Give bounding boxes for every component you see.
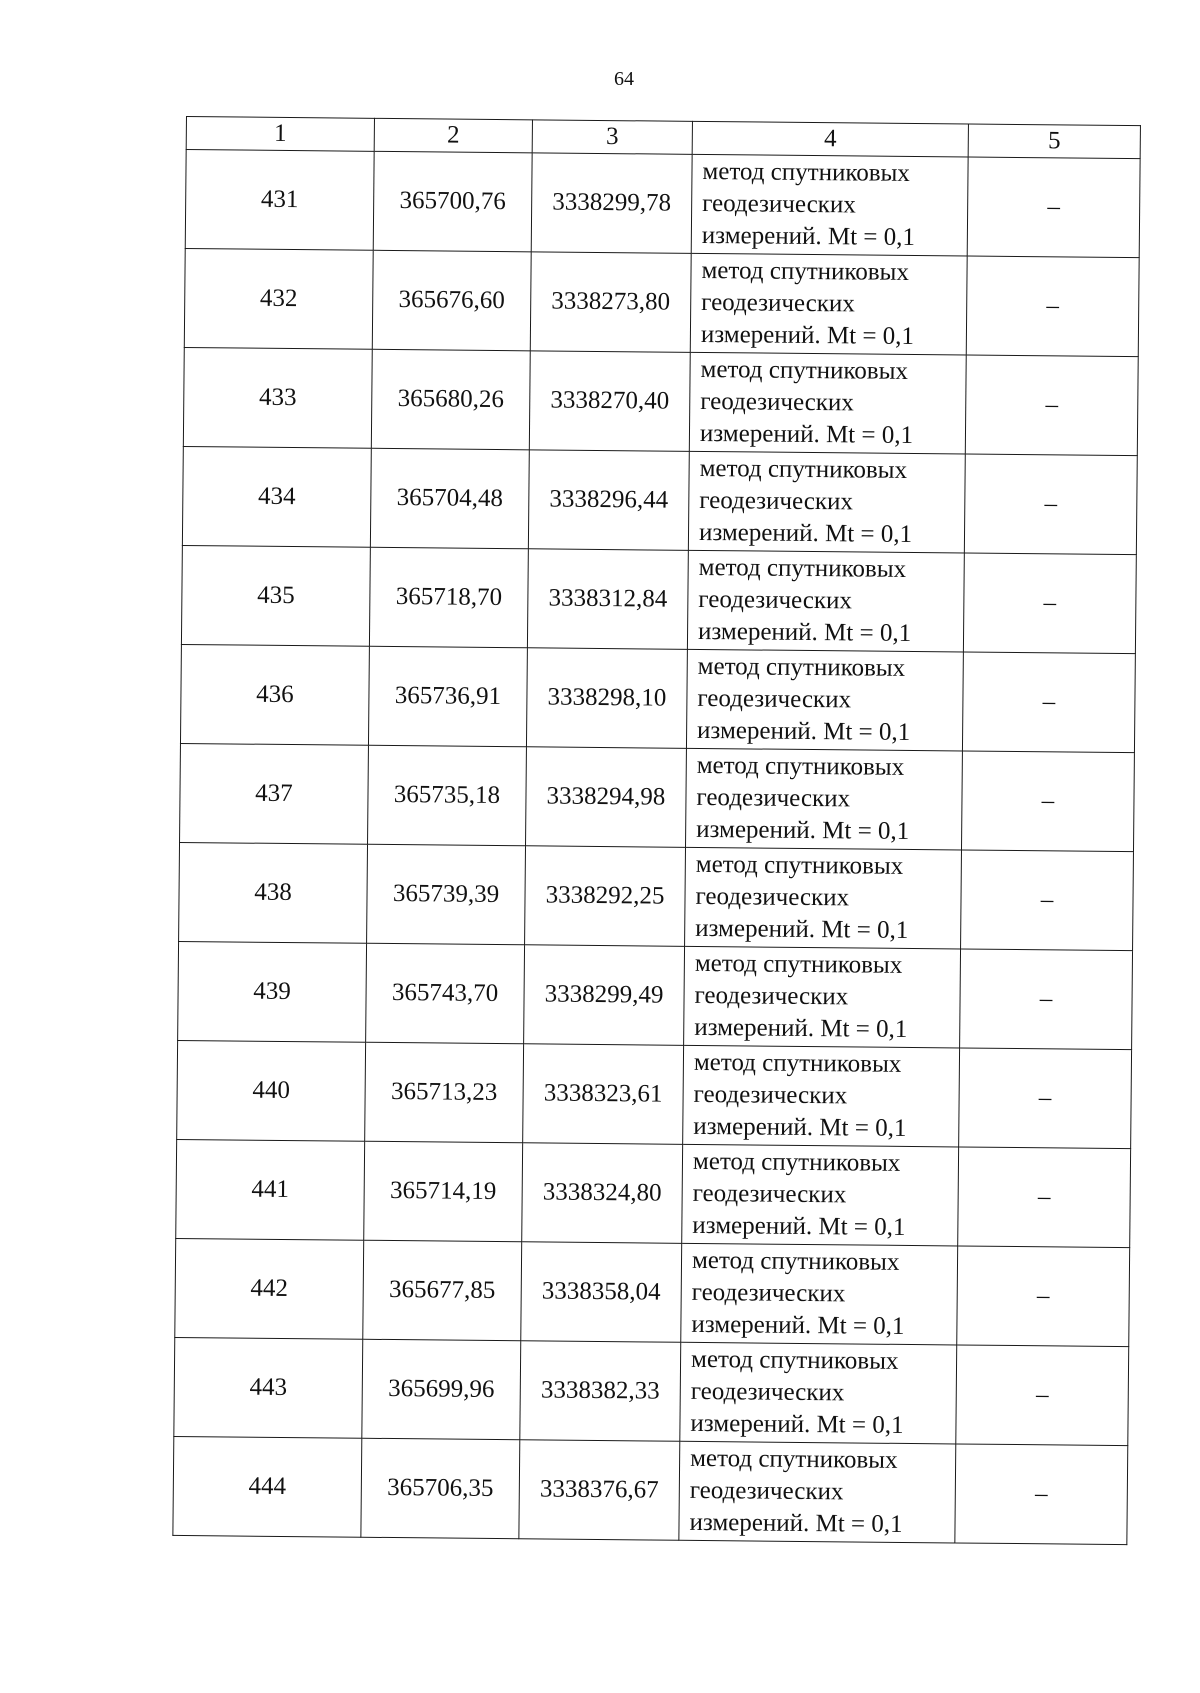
- method-cell: [681, 1243, 958, 1345]
- note-cell: –: [955, 1444, 1128, 1545]
- method-line: геодезических: [702, 189, 856, 219]
- method-line: метод спутниковых: [694, 949, 903, 979]
- y-coordinate-cell: 3338312,84: [527, 549, 688, 650]
- method-line: измерений. Mt = 0,1: [692, 1211, 906, 1241]
- method-cell: [688, 451, 965, 553]
- method-line: метод спутниковых: [701, 256, 910, 286]
- x-coordinate-cell: 365680,26: [371, 349, 530, 450]
- table-row: [184, 248, 1139, 356]
- x-coordinate-cell: 365739,39: [367, 844, 526, 945]
- method-line: геодезических: [691, 1278, 846, 1308]
- y-coordinate-cell: 3338273,80: [530, 252, 691, 353]
- method-cell: [680, 1342, 957, 1444]
- x-coordinate-cell: 365676,60: [372, 250, 531, 351]
- method-cell: [687, 550, 964, 652]
- method-line: измерений. Mt = 0,1: [698, 518, 913, 548]
- method-line: геодезических: [690, 1377, 845, 1407]
- point-number-cell: 434: [182, 446, 371, 547]
- x-coordinate-cell: 365714,19: [364, 1141, 523, 1242]
- point-number-cell: 443: [174, 1337, 363, 1438]
- note-cell: –: [961, 751, 1134, 852]
- method-line: геодезических: [693, 1080, 848, 1110]
- point-number-cell: 437: [180, 743, 369, 844]
- point-number-cell: 435: [181, 545, 370, 646]
- y-coordinate-cell: 3338270,40: [529, 351, 690, 452]
- method-line: метод спутниковых: [690, 1345, 899, 1375]
- method-line: геодезических: [699, 486, 854, 516]
- page-number: 64: [614, 68, 634, 90]
- x-coordinate-cell: 365704,48: [370, 448, 529, 549]
- y-coordinate-cell: 3338294,98: [526, 747, 687, 848]
- method-line: геодезических: [692, 1179, 847, 1209]
- y-coordinate-cell: 3338358,04: [521, 1242, 682, 1343]
- x-coordinate-cell: 365736,91: [368, 646, 527, 747]
- coordinates-table: [172, 116, 1141, 1545]
- x-coordinate-cell: 365699,96: [362, 1339, 521, 1440]
- point-number-cell: 441: [176, 1139, 365, 1240]
- y-coordinate-cell: 3338299,49: [524, 945, 685, 1046]
- table-row: [183, 347, 1138, 455]
- note-cell: –: [963, 553, 1136, 654]
- note-cell: –: [966, 256, 1139, 357]
- note-cell: –: [962, 652, 1135, 753]
- method-line: измерений. Mt = 0,1: [701, 221, 916, 252]
- note-cell: –: [967, 157, 1140, 258]
- method-line: геодезических: [701, 288, 855, 318]
- table-row: [176, 1139, 1131, 1247]
- method-line: метод спутниковых: [695, 850, 904, 880]
- method-cell: [686, 748, 963, 850]
- method-cell: [690, 253, 967, 355]
- point-number-cell: 438: [179, 842, 368, 943]
- table-row: [185, 150, 1140, 258]
- coordinates-table-container: [172, 116, 1140, 1545]
- column-header: 2: [374, 118, 532, 153]
- method-line: метод спутниковых: [693, 1048, 902, 1078]
- x-coordinate-cell: 365713,23: [365, 1042, 524, 1143]
- column-header: 5: [968, 124, 1140, 159]
- table-row: [182, 446, 1137, 554]
- method-line: измерений. Mt = 0,1: [697, 617, 912, 647]
- x-coordinate-cell: 365677,85: [363, 1240, 522, 1341]
- column-header: 1: [186, 117, 374, 152]
- method-line: геодезических: [698, 585, 853, 615]
- note-cell: –: [965, 355, 1138, 456]
- point-number-cell: 431: [185, 150, 374, 251]
- x-coordinate-cell: 365743,70: [366, 943, 525, 1044]
- y-coordinate-cell: 3338382,33: [520, 1341, 681, 1442]
- note-cell: –: [956, 1345, 1129, 1446]
- column-header: 3: [532, 120, 692, 155]
- table-row: [180, 743, 1135, 851]
- method-cell: [689, 352, 966, 454]
- method-line: измерений. Mt = 0,1: [689, 1508, 903, 1538]
- method-line: геодезических: [695, 882, 850, 912]
- method-line: метод спутниковых: [699, 454, 908, 484]
- note-cell: –: [960, 949, 1133, 1050]
- table-row: [177, 1040, 1132, 1148]
- method-cell: [682, 1144, 959, 1246]
- method-line: метод спутниковых: [690, 1444, 898, 1474]
- point-number-cell: 436: [180, 644, 369, 745]
- method-line: геодезических: [696, 783, 851, 813]
- method-line: метод спутниковых: [696, 751, 905, 781]
- method-cell: [679, 1441, 956, 1543]
- method-cell: [686, 649, 963, 751]
- table-row: [173, 1436, 1128, 1544]
- method-line: геодезических: [689, 1476, 844, 1506]
- note-cell: –: [959, 1048, 1132, 1149]
- method-line: метод спутниковых: [700, 355, 909, 385]
- x-coordinate-cell: 365706,35: [361, 1438, 520, 1539]
- point-number-cell: 439: [178, 941, 367, 1042]
- method-line: измерений. Mt = 0,1: [694, 1013, 908, 1043]
- point-number-cell: 442: [175, 1238, 364, 1339]
- y-coordinate-cell: 3338323,61: [523, 1044, 684, 1145]
- y-coordinate-cell: 3338299,78: [531, 153, 692, 254]
- note-cell: –: [961, 850, 1134, 951]
- point-number-cell: 444: [173, 1436, 362, 1537]
- point-number-cell: 432: [184, 248, 373, 349]
- method-line: измерений. Mt = 0,1: [691, 1310, 905, 1340]
- table-body: [173, 150, 1140, 1545]
- table-row: [178, 941, 1133, 1049]
- column-header: 4: [692, 121, 968, 157]
- point-number-cell: 433: [183, 347, 372, 448]
- table-row: [180, 644, 1135, 752]
- note-cell: –: [958, 1147, 1131, 1248]
- table-row: [179, 842, 1134, 950]
- method-cell: [691, 154, 968, 256]
- table-row: [174, 1337, 1129, 1445]
- method-line: метод спутниковых: [697, 652, 906, 682]
- method-line: геодезических: [700, 387, 854, 417]
- table-row: [181, 545, 1136, 653]
- method-line: геодезических: [694, 981, 849, 1011]
- method-cell: [684, 946, 961, 1048]
- y-coordinate-cell: 3338324,80: [522, 1143, 683, 1244]
- method-cell: [683, 1045, 960, 1147]
- method-line: измерений. Mt = 0,1: [696, 716, 911, 746]
- x-coordinate-cell: 365735,18: [368, 745, 527, 846]
- note-cell: –: [957, 1246, 1130, 1347]
- method-line: метод спутниковых: [702, 157, 911, 187]
- y-coordinate-cell: 3338296,44: [528, 450, 689, 551]
- note-cell: –: [964, 454, 1137, 555]
- method-line: измерений. Mt = 0,1: [696, 815, 910, 845]
- method-line: метод спутниковых: [692, 1147, 901, 1177]
- method-line: измерений. Mt = 0,1: [695, 914, 909, 944]
- point-number-cell: 440: [177, 1040, 366, 1141]
- method-line: метод спутниковых: [691, 1246, 900, 1276]
- method-line: геодезических: [697, 684, 852, 714]
- table-row: [175, 1238, 1130, 1346]
- y-coordinate-cell: 3338298,10: [526, 648, 687, 749]
- y-coordinate-cell: 3338292,25: [525, 846, 686, 947]
- y-coordinate-cell: 3338376,67: [519, 1440, 680, 1541]
- x-coordinate-cell: 365718,70: [369, 547, 528, 648]
- method-line: измерений. Mt = 0,1: [699, 419, 914, 449]
- method-line: измерений. Mt = 0,1: [700, 320, 915, 350]
- method-line: метод спутниковых: [698, 553, 907, 583]
- method-line: измерений. Mt = 0,1: [690, 1409, 904, 1439]
- x-coordinate-cell: 365700,76: [373, 151, 532, 252]
- method-cell: [685, 847, 962, 949]
- method-line: измерений. Mt = 0,1: [693, 1112, 907, 1142]
